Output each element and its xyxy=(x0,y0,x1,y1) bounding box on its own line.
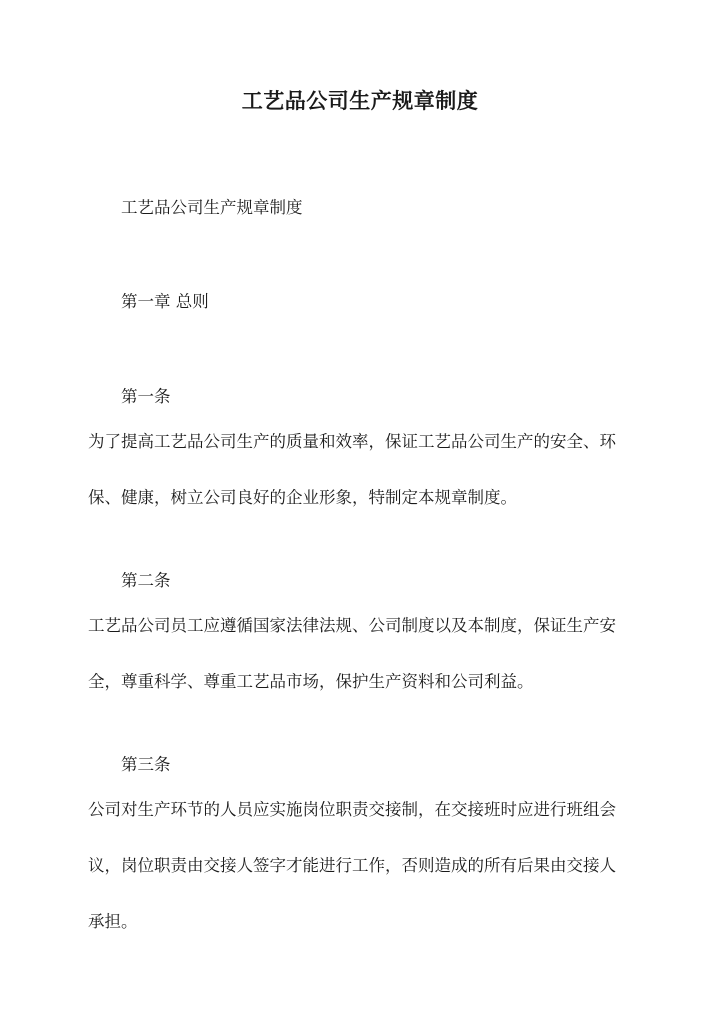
article-body xyxy=(88,796,636,936)
document-subtitle: 工艺品公司生产规章制度 xyxy=(121,198,303,217)
article-line: 保、健康，树立公司良好的企业形象，特制定本规章制度。 xyxy=(88,488,517,507)
article-line: 承担。 xyxy=(88,912,138,931)
article-line: 全，尊重科学、尊重工艺品市场，保护生产资料和公司利益。 xyxy=(88,672,534,691)
article-heading: 第一条 xyxy=(121,387,171,406)
article-line: 议，岗位职责由交接人签字才能进行工作，否则造成的所有后果由交接人 xyxy=(88,856,616,875)
article-heading: 第三条 xyxy=(121,755,171,774)
article-body xyxy=(88,428,636,512)
article-line: 为了提高工艺品公司生产的质量和效率，保证工艺品公司生产的安全、环 xyxy=(88,432,616,451)
document-title: 工艺品公司生产规章制度 xyxy=(241,88,479,113)
article-heading: 第二条 xyxy=(121,571,171,590)
article-line: 工艺品公司员工应遵循国家法律法规、公司制度以及本制度，保证生产安 xyxy=(88,616,616,635)
article-line: 公司对生产环节的人员应实施岗位职责交接制，在交接班时应进行班组会 xyxy=(88,800,616,819)
article-body xyxy=(88,612,636,696)
chapter-heading: 第一章 总则 xyxy=(121,292,209,311)
